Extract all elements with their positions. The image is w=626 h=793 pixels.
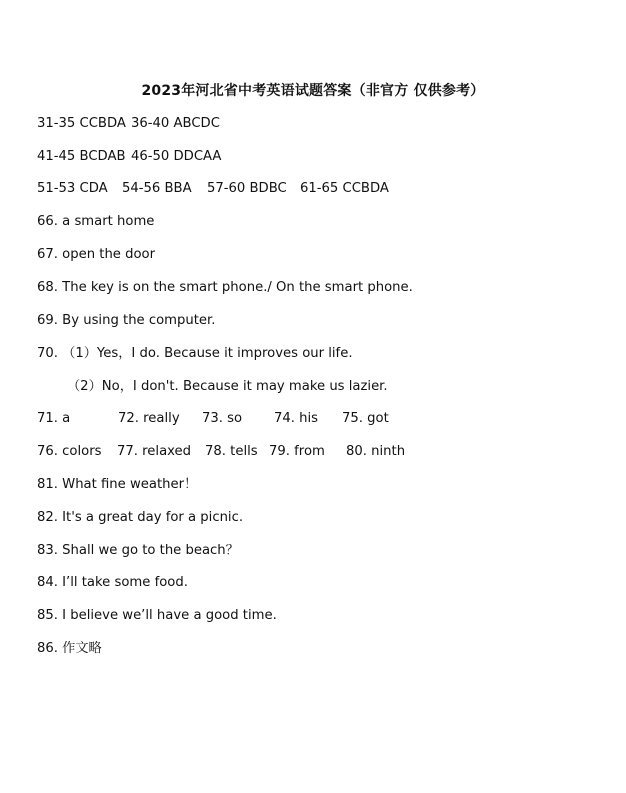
answer-item: 74. his xyxy=(274,411,319,426)
answer-83: 83. Shall we go to the beach？ xyxy=(37,543,239,558)
answer-item: 78. tells xyxy=(205,444,258,459)
answer-group: 31-35 CCBDA xyxy=(37,116,126,131)
answer-86: 86. 作文略 xyxy=(37,641,102,656)
answer-item: 80. ninth xyxy=(346,444,406,459)
answer-item: 71. a xyxy=(37,411,71,426)
answer-item: 79. from xyxy=(269,444,325,459)
answer-group: 46-50 DDCAA xyxy=(131,149,222,164)
answer-82: 82. It's a great day for a picnic. xyxy=(37,510,244,525)
answer-group: 54-56 BBA xyxy=(122,181,192,196)
answer-group: 57-60 BDBC xyxy=(207,181,287,196)
answer-84: 84. I’ll take some food. xyxy=(37,575,188,590)
answer-item: 77. relaxed xyxy=(117,444,192,459)
answer-group: 51-53 CDA xyxy=(37,181,108,196)
answer-81: 81. What fine weather！ xyxy=(37,477,198,492)
answer-67: 67. open the door xyxy=(37,247,156,262)
answer-item: 75. got xyxy=(342,411,389,426)
answer-66: 66. a smart home xyxy=(37,214,155,229)
answer-70-1: 70. （1）Yes，I do. Because it improves our life. xyxy=(37,346,353,361)
document-title: 2023年河北省中考英语试题答案（非官方 仅供参考） xyxy=(141,83,485,99)
answer-item: 73. so xyxy=(202,411,243,426)
answer-group: 61-65 CCBDA xyxy=(300,181,389,196)
answer-68: 68. The key is on the smart phone./ On the smart phone. xyxy=(37,280,413,295)
answer-85: 85. I believe we’ll have a good time. xyxy=(37,608,277,623)
answer-69: 69. By using the computer. xyxy=(37,313,216,328)
answer-70-2: （2）No，I don't. Because it may make us lazier. xyxy=(67,379,388,394)
answer-group: 36-40 ABCDC xyxy=(131,116,220,131)
answer-item: 76. colors xyxy=(37,444,102,459)
answer-item: 72. really xyxy=(118,411,180,426)
answer-group: 41-45 BCDAB xyxy=(37,149,126,164)
